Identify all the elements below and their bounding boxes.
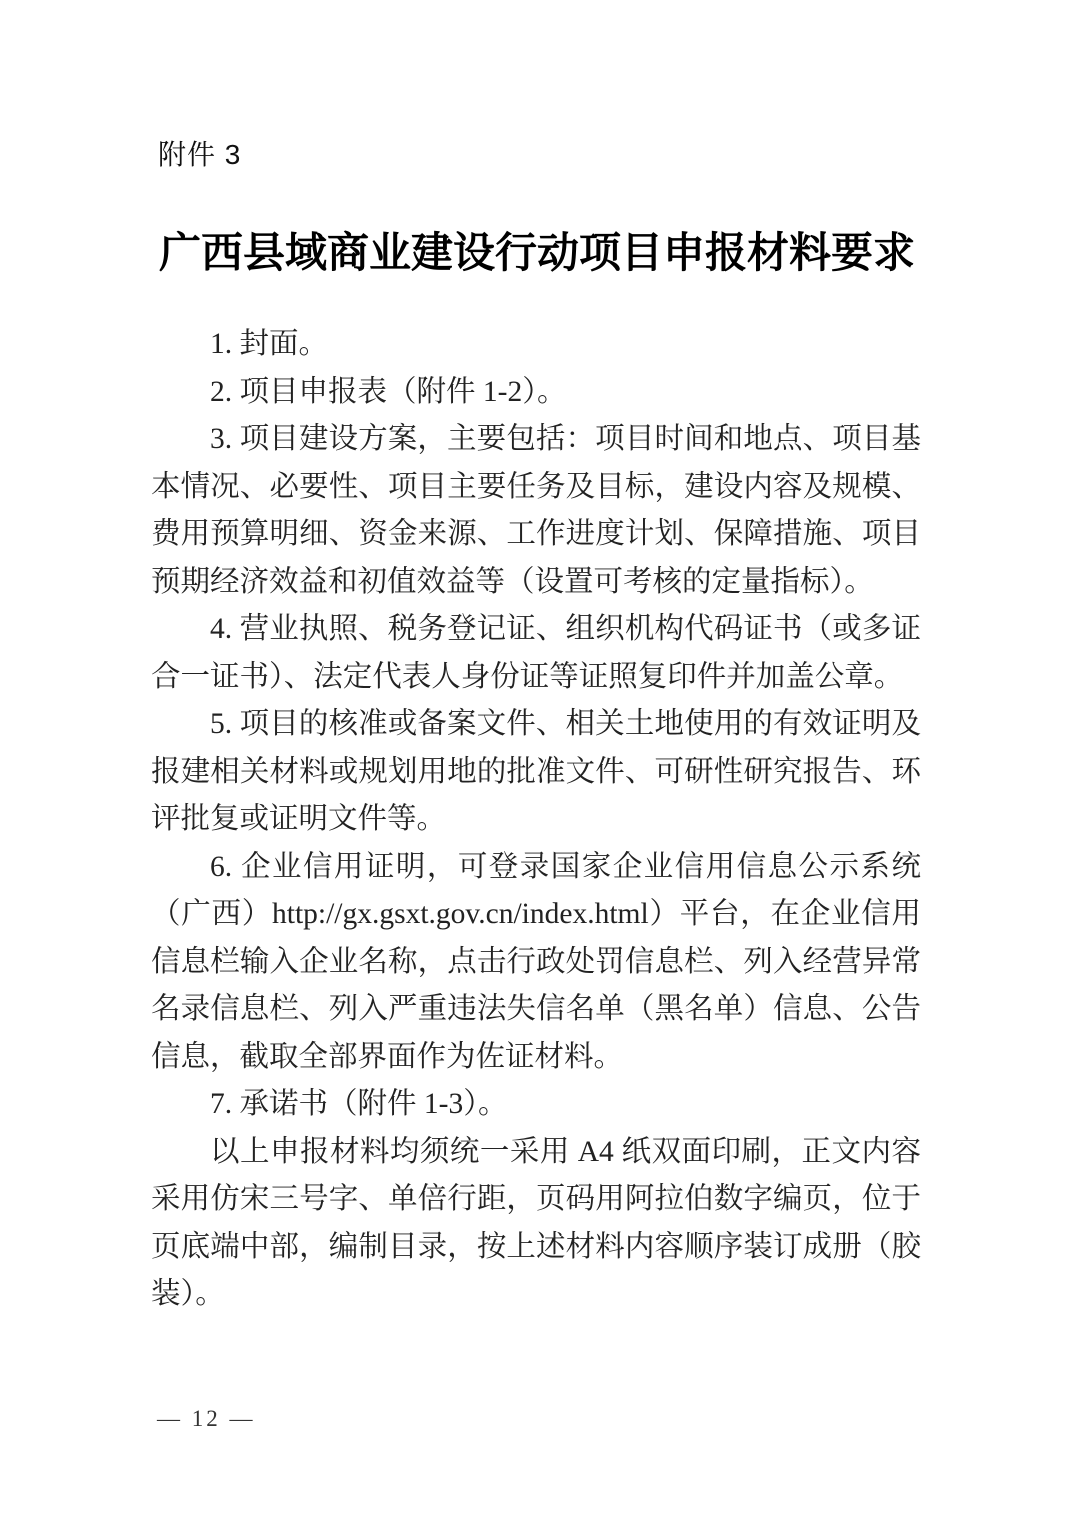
paragraph-closing-note: 以上申报材料均须统一采用 A4 纸双面印刷，正文内容采用仿宋三号字、单倍行距，页码用阿拉伯数字编页，位于页底端中部，编制目录，按上述材料内容顺序装订成册（胶装）。: [151, 1135, 921, 1310]
paragraph-item-7: 7. 承诺书（附件 1-3）。: [210, 1088, 508, 1120]
attachment-label: 附件 3: [158, 139, 242, 170]
paragraph-item-6: 6. 企业信用证明，可登录国家企业信用信息公示系统（广西）http://gx.gsxt.gov.cn/index.html）平台，在企业信用信息栏输入企业名称，点击行政处罚信息栏、列入经营异常名录信息栏、列入严重违法失信名单（黑名单）信息、公告信息，截取全部界面作为佐证材料。: [151, 850, 921, 1073]
paragraph-item-5: 5. 项目的核准或备案文件、相关土地使用的有效证明及报建相关材料或规划用地的批准文件、可研性研究报告、环评批复或证明文件等。: [151, 708, 921, 835]
paragraph-item-1: 1. 封面。: [210, 328, 329, 360]
paragraph-item-4: 4. 营业执照、税务登记证、组织机构代码证书（或多证合一证书）、法定代表人身份证等证照复印件并加盖公章。: [151, 613, 921, 693]
paragraph-item-2: 2. 项目申报表（附件 1-2）。: [210, 375, 567, 408]
page-number: — 12 —: [157, 1406, 256, 1431]
document-body: [151, 321, 921, 1319]
document-title: 广西县域商业建设行动项目申报材料要求: [158, 231, 915, 277]
paragraph-item-3: 3. 项目建设方案，主要包括：项目时间和地点、项目基本情况、必要性、项目主要任务及目标，建设内容及规模、费用预算明细、资金来源、工作进度计划、保障措施、项目预期经济效益和初值效益等（设置可考核的定量指标）。: [151, 423, 921, 598]
